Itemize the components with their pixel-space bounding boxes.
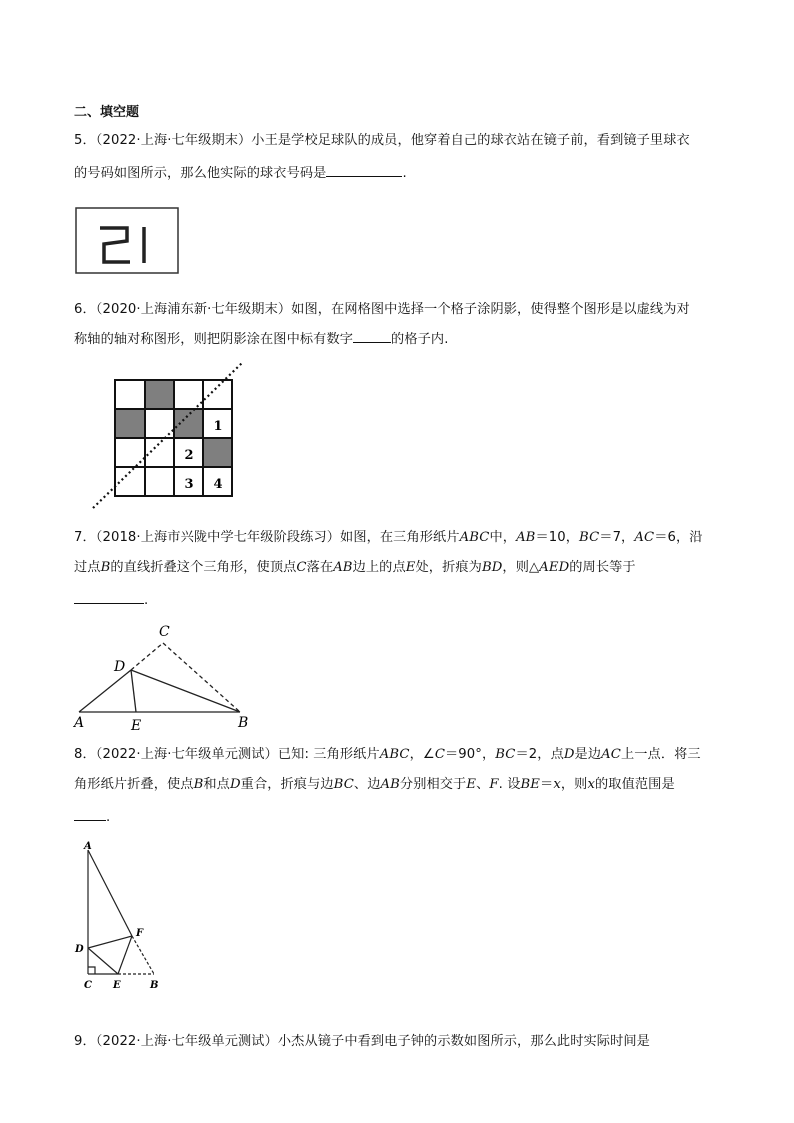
q8-text: 是边 bbox=[574, 747, 602, 762]
q7-math: AB bbox=[333, 560, 353, 575]
q8-math: ABC bbox=[379, 747, 410, 762]
q8-text: 分别相交于 bbox=[399, 777, 467, 792]
q6-line2-end: 的格子内. bbox=[391, 332, 449, 347]
q7-label-c: C bbox=[159, 624, 170, 640]
q7-label-b: B bbox=[238, 715, 249, 731]
q7-math: AC bbox=[634, 530, 655, 545]
q7-text: 过点 bbox=[74, 560, 101, 575]
q5-jersey-figure bbox=[75, 207, 180, 275]
q8-segment-ef bbox=[118, 936, 132, 974]
q6-shaded-cell bbox=[203, 438, 232, 467]
q8-text: ＝2，点 bbox=[515, 747, 564, 762]
q7-text: ＝6，沿 bbox=[654, 530, 703, 545]
q8-text: . 设 bbox=[498, 777, 521, 792]
q6-line2-text: 称轴的轴对称图形，则把阴影涂在图中标有数字 bbox=[74, 332, 354, 347]
q7-math: BD bbox=[481, 560, 503, 575]
q7-text: . bbox=[144, 593, 149, 608]
q8-text: 上一点．将三 bbox=[620, 747, 701, 762]
q7-math: BC bbox=[579, 530, 600, 545]
q7-text: ＝10， bbox=[535, 530, 580, 545]
q8-line2 bbox=[74, 776, 675, 794]
q8-text: 8．（2022·上海·七年级单元测试）已知: 三角形纸片 bbox=[74, 747, 380, 762]
q8-right-angle-mark bbox=[88, 967, 95, 974]
q7-line2 bbox=[74, 559, 636, 577]
q8-text: ＝ bbox=[540, 777, 554, 792]
q5-line1: 5．（2022·上海·七年级期末）小王是学校足球队的成员，他穿着自己的球衣站在镜子前，看到镜子里球衣 bbox=[74, 133, 690, 148]
q6-line2 bbox=[74, 330, 449, 349]
q6-shaded-cell bbox=[145, 380, 174, 409]
q8-math: E bbox=[466, 777, 477, 792]
q6-grid-figure bbox=[90, 360, 250, 512]
q7-text: 的周长等于 bbox=[569, 560, 636, 575]
q7-label-e: E bbox=[131, 718, 142, 734]
q8-label-e: E bbox=[113, 980, 121, 991]
q8-math: BC bbox=[495, 747, 516, 762]
q7-text: 处，折痕为 bbox=[415, 560, 482, 575]
q8-text: ，则 bbox=[560, 777, 588, 792]
q8-segment-de bbox=[88, 948, 118, 974]
q8-label-c: C bbox=[84, 980, 92, 991]
q6-answer-blank[interactable] bbox=[353, 330, 391, 343]
q8-math: C bbox=[434, 747, 446, 762]
q7-text: 的直线折叠这个三角形，使顶点 bbox=[110, 560, 297, 575]
q8-math: AC bbox=[601, 747, 621, 762]
q7-text: 中， bbox=[489, 530, 517, 545]
q8-text: . bbox=[106, 810, 111, 825]
q6-line1: 6．（2020·上海浦东新·七年级期末）如图，在网格图中选择一个格子涂阴影，使得整个图形是以虚线为对 bbox=[74, 302, 690, 317]
q8-math: B bbox=[193, 777, 204, 792]
q5-answer-blank[interactable] bbox=[326, 164, 402, 177]
q8-text: ＝90°， bbox=[445, 747, 496, 762]
section-title: 二、填空题 bbox=[74, 105, 140, 120]
q7-line1 bbox=[74, 529, 703, 547]
q8-label-a: A bbox=[84, 841, 92, 852]
q8-text: 、边 bbox=[353, 777, 381, 792]
q8-segment-af bbox=[88, 850, 132, 936]
q7-text: 落在 bbox=[306, 560, 334, 575]
q7-label-a: A bbox=[74, 715, 85, 731]
q7-math: ABC bbox=[459, 530, 490, 545]
q6-grid bbox=[93, 362, 243, 508]
q7-text: 7．（2018·上海市兴陇中学七年级阶段练习）如图，在三角形纸片 bbox=[74, 530, 460, 545]
q8-math: BE bbox=[520, 777, 541, 792]
q5-line2 bbox=[74, 164, 407, 183]
q7-segment-bd bbox=[131, 670, 240, 712]
q8-math: x bbox=[553, 777, 561, 792]
q6-cell-label: 3 bbox=[184, 477, 194, 492]
q9-line1: 9．（2022·上海·七年级单元测试）小杰从镜子中看到电子钟的示数如图所示，那么此时实际时间是 bbox=[74, 1034, 650, 1049]
q8-math: BC bbox=[333, 777, 354, 792]
q7-math: C bbox=[296, 560, 307, 575]
q8-segment-fb bbox=[132, 936, 154, 974]
q8-math: x bbox=[587, 777, 596, 792]
q8-label-d: D bbox=[75, 944, 84, 955]
q7-triangle-figure bbox=[70, 620, 265, 735]
q7-text: 边上的点 bbox=[352, 560, 406, 575]
q7-math: △AED bbox=[528, 560, 570, 575]
q8-label-f: F bbox=[136, 928, 144, 939]
q7-segment-cb bbox=[163, 643, 240, 712]
q7-math: B bbox=[100, 560, 111, 575]
q7-label-d: D bbox=[114, 659, 126, 675]
q8-text: ，∠ bbox=[409, 747, 435, 762]
q8-answer-blank[interactable] bbox=[74, 808, 106, 821]
q7-math: E bbox=[405, 560, 416, 575]
q7-text: ＝7， bbox=[599, 530, 635, 545]
q8-math: D bbox=[563, 747, 575, 762]
q7-text: ，则 bbox=[502, 560, 529, 575]
q8-text: 的取值范围是 bbox=[595, 777, 675, 792]
q8-text: 角形纸片折叠，使点 bbox=[74, 777, 194, 792]
q8-line1 bbox=[74, 746, 701, 764]
q8-math: F bbox=[489, 777, 499, 792]
q8-text: 和点 bbox=[203, 777, 230, 792]
q6-cell-label: 2 bbox=[184, 448, 194, 463]
q8-triangle-figure bbox=[70, 838, 170, 993]
q7-line3 bbox=[74, 591, 148, 610]
q8-text: 、 bbox=[476, 777, 490, 792]
q8-line3 bbox=[74, 808, 110, 827]
q8-math: AB bbox=[380, 777, 400, 792]
q6-cell-label: 1 bbox=[213, 419, 223, 434]
q7-answer-blank[interactable] bbox=[74, 591, 144, 604]
q8-math: D bbox=[229, 777, 241, 792]
q7-math: AB bbox=[516, 530, 536, 545]
q8-segment-df bbox=[88, 936, 132, 948]
q6-shaded-cell bbox=[115, 409, 145, 438]
q7-segment-ad bbox=[79, 670, 131, 712]
q5-line2-end: . bbox=[402, 166, 407, 181]
q7-segment-dc bbox=[131, 643, 163, 670]
q5-line2-text: 的号码如图所示，那么他实际的球衣号码是 bbox=[74, 166, 327, 181]
q6-cell-label: 4 bbox=[213, 477, 223, 492]
q8-label-b: B bbox=[150, 980, 159, 991]
q7-segment-de bbox=[131, 670, 136, 712]
q8-text: 重合，折痕与边 bbox=[240, 777, 334, 792]
